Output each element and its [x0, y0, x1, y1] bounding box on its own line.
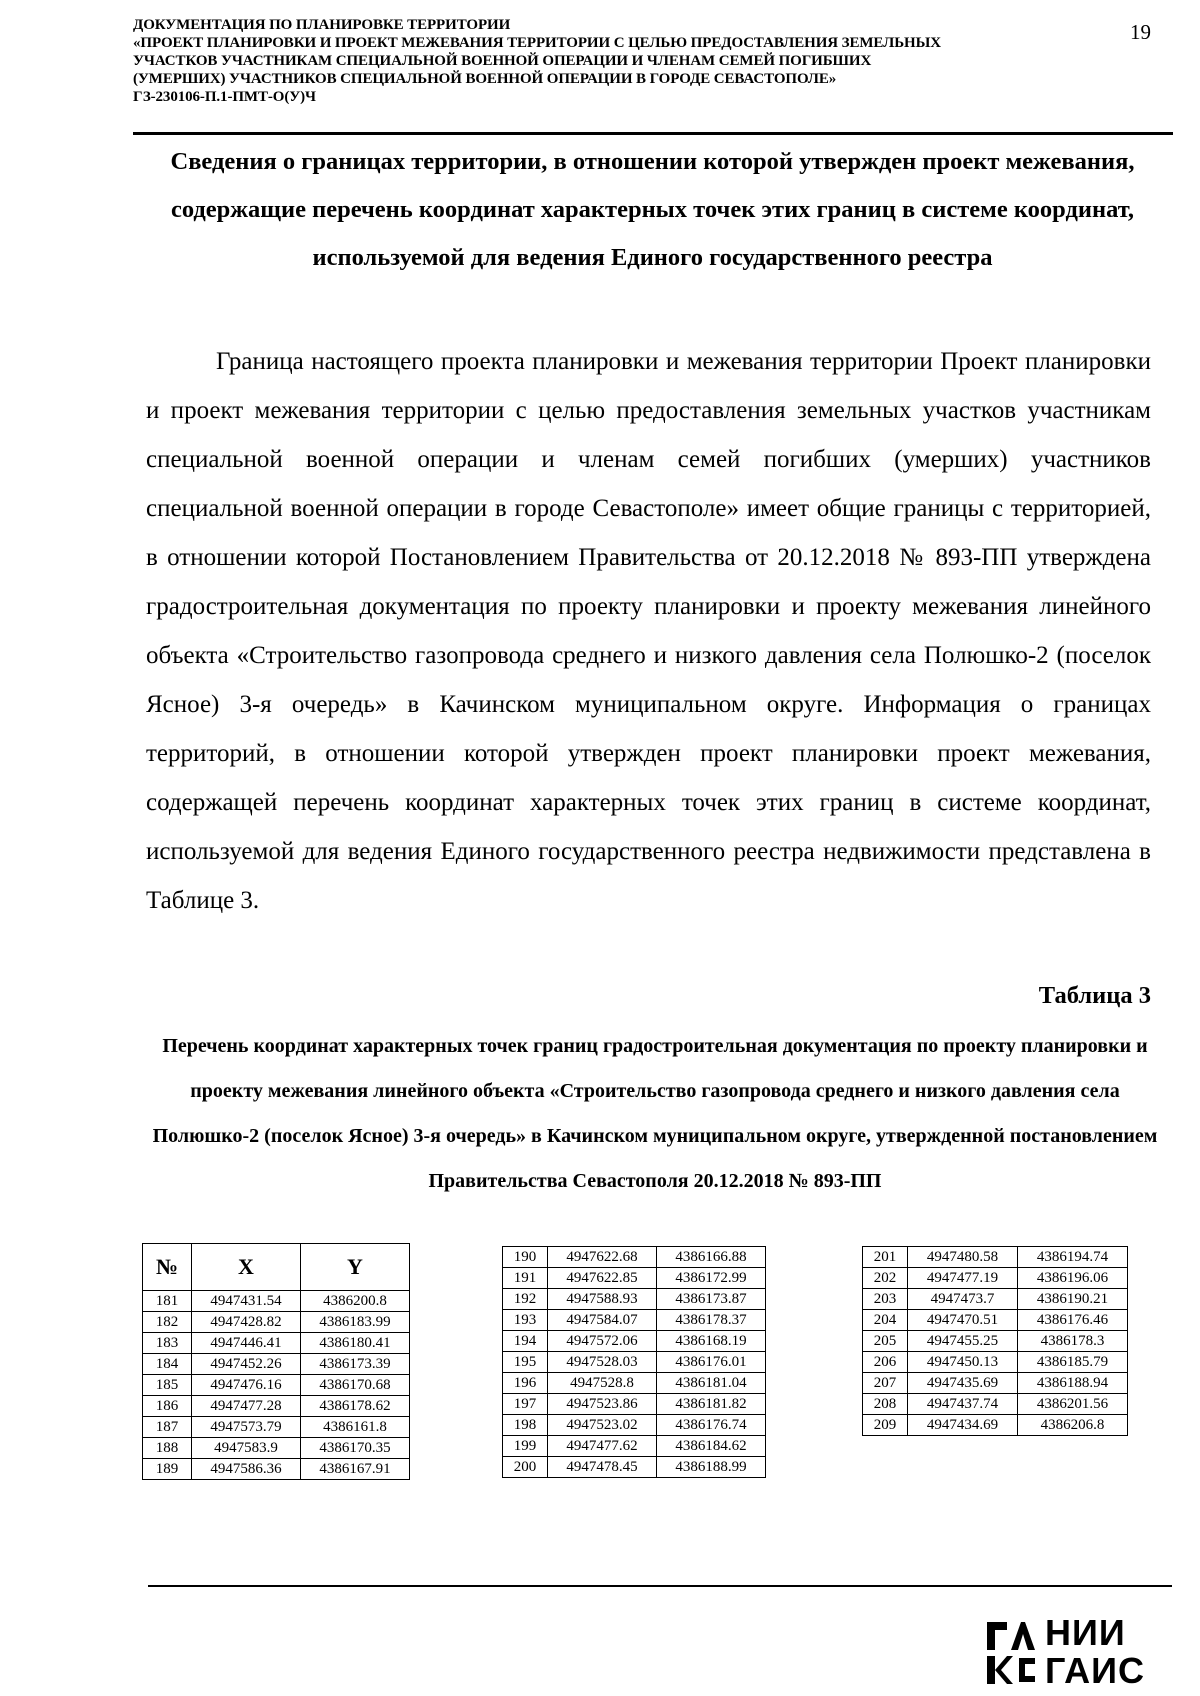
- cell-x: 4947572.06: [548, 1331, 657, 1352]
- table-row: [143, 1396, 410, 1417]
- page-number: 19: [1130, 20, 1151, 44]
- cell-x: 4947528.03: [548, 1352, 657, 1373]
- table-row: [503, 1352, 766, 1373]
- cell-point-number: 209: [863, 1415, 908, 1436]
- cell-y: 4386173.87: [657, 1289, 766, 1310]
- nii-gais-logo: [985, 1614, 1170, 1692]
- header-line: УЧАСТКОВ УЧАСТНИКАМ СПЕЦИАЛЬНОЙ ВОЕННОЙ ОПЕРАЦИИ И ЧЛЕНАМ СЕМЕЙ ПОГИБШИХ: [133, 53, 872, 69]
- table-row: [503, 1268, 766, 1289]
- header-code: ГЗ-230106-П.1-ПМТ-О(У)Ч: [133, 89, 316, 105]
- cell-x: 4947435.69: [908, 1373, 1018, 1394]
- cell-y: 4386173.39: [301, 1354, 410, 1375]
- cell-y: 4386181.82: [657, 1394, 766, 1415]
- logo-mark-icon: [985, 1620, 1037, 1686]
- section-title: Сведения о границах территории, в отношении которой утвержден проект межевания, содержащие перечень координат характерных точек этих границ в системе координат, используемой для ведения Единого государственного реестра: [170, 148, 1135, 271]
- cell-y: 4386180.41: [301, 1333, 410, 1354]
- cell-x: 4947478.45: [548, 1457, 657, 1478]
- coordinates-table-3: [862, 1246, 1128, 1436]
- cell-x: 4947452.26: [192, 1354, 301, 1375]
- cell-y: 4386172.99: [657, 1268, 766, 1289]
- cell-x: 4947450.13: [908, 1352, 1018, 1373]
- cell-y: 4386188.99: [657, 1457, 766, 1478]
- cell-x: 4947528.8: [548, 1373, 657, 1394]
- cell-y: 4386170.68: [301, 1375, 410, 1396]
- table-label: Таблица 3: [1038, 982, 1151, 1009]
- document-header: [133, 16, 1093, 106]
- table-row: [143, 1354, 410, 1375]
- cell-x: 4947477.19: [908, 1268, 1018, 1289]
- table-row: [143, 1459, 410, 1480]
- table-row: [503, 1373, 766, 1394]
- cell-x: 4947573.79: [192, 1417, 301, 1438]
- cell-point-number: 195: [503, 1352, 548, 1373]
- table-row: [863, 1289, 1128, 1310]
- cell-y: 4386181.04: [657, 1373, 766, 1394]
- table-row: [143, 1291, 410, 1312]
- cell-y: 4386161.8: [301, 1417, 410, 1438]
- cell-point-number: 206: [863, 1352, 908, 1373]
- cell-y: 4386178.62: [301, 1396, 410, 1417]
- cell-x: 4947428.82: [192, 1312, 301, 1333]
- cell-y: 4386185.79: [1018, 1352, 1128, 1373]
- cell-x: 4947446.41: [192, 1333, 301, 1354]
- cell-y: 4386168.19: [657, 1331, 766, 1352]
- cell-x: 4947455.25: [908, 1331, 1018, 1352]
- cell-point-number: 196: [503, 1373, 548, 1394]
- cell-point-number: 181: [143, 1291, 192, 1312]
- column-header-x: X: [192, 1244, 301, 1291]
- cell-point-number: 188: [143, 1438, 192, 1459]
- cell-y: 4386178.37: [657, 1310, 766, 1331]
- table-row: [503, 1415, 766, 1436]
- cell-point-number: 182: [143, 1312, 192, 1333]
- cell-x: 4947470.51: [908, 1310, 1018, 1331]
- cell-x: 4947523.02: [548, 1415, 657, 1436]
- column-header-y: Y: [301, 1244, 410, 1291]
- table-row: [503, 1457, 766, 1478]
- cell-y: 4386176.74: [657, 1415, 766, 1436]
- cell-x: 4947523.86: [548, 1394, 657, 1415]
- table-caption: Перечень координат характерных точек границ градостроительная документация по проекту планировки и проекту межевания линейного объекта «Строительство газопровода среднего и низкого давления села Полюшко-2 (поселок Ясное) 3-я очередь» в Качинском муниципальном округе, утвержденной постановлением Правительства Севастополя 20.12.2018 № 893-ПП: [152, 1035, 1158, 1192]
- body-paragraph-text: Граница настоящего проекта планировки и межевания территории Проект планировки и проект межевания территории с целью предоставления земельных участков участникам специальной военной операции и членам семей погибших (умерших) участников специальной военной операции в городе Севастополе» имеет общие границы с территорией, в отношении которой Постановлением Правительства от 20.12.2018 № 893-ПП утверждена градостроительная документация по проекту планировки и проекту межевания линейного объекта «Строительство газопровода среднего и низкого давления села Полюшко-2 (поселок Ясное) 3-я очередь» в Качинском муниципальном округе. Информация о границах территорий, в отношении которой утвержден проект планировки проект межевания, содержащей перечень координат характерных точек этих границ в системе координат, используемой для ведения Единого государственного реестра недвижимости представлена в Таблице 3.: [146, 348, 1151, 914]
- coordinates-table-2: [502, 1246, 766, 1478]
- cell-point-number: 208: [863, 1394, 908, 1415]
- cell-y: 4386196.06: [1018, 1268, 1128, 1289]
- table-row: [863, 1247, 1128, 1268]
- cell-y: 4386170.35: [301, 1438, 410, 1459]
- table-row: [863, 1373, 1128, 1394]
- logo-text-line: НИИ: [1045, 1612, 1126, 1653]
- cell-y: 4386201.56: [1018, 1394, 1128, 1415]
- cell-point-number: 203: [863, 1289, 908, 1310]
- table-row: [503, 1436, 766, 1457]
- cell-x: 4947622.85: [548, 1268, 657, 1289]
- table-row: [503, 1331, 766, 1352]
- cell-y: 4386178.3: [1018, 1331, 1128, 1352]
- cell-x: 4947431.54: [192, 1291, 301, 1312]
- cell-y: 4386200.8: [301, 1291, 410, 1312]
- cell-point-number: 200: [503, 1457, 548, 1478]
- cell-y: 4386206.8: [1018, 1415, 1128, 1436]
- table-header-row: [143, 1244, 410, 1291]
- cell-point-number: 202: [863, 1268, 908, 1289]
- cell-point-number: 183: [143, 1333, 192, 1354]
- cell-x: 4947586.36: [192, 1459, 301, 1480]
- table-row: [863, 1331, 1128, 1352]
- table-row: [143, 1333, 410, 1354]
- header-divider: [133, 132, 1173, 135]
- table-row: [503, 1289, 766, 1310]
- cell-x: 4947477.28: [192, 1396, 301, 1417]
- cell-point-number: 194: [503, 1331, 548, 1352]
- header-line: ДОКУМЕНТАЦИЯ ПО ПЛАНИРОВКЕ ТЕРРИТОРИИ: [133, 17, 511, 33]
- table-row: [863, 1394, 1128, 1415]
- cell-x: 4947588.93: [548, 1289, 657, 1310]
- cell-point-number: 186: [143, 1396, 192, 1417]
- table-row: [863, 1310, 1128, 1331]
- cell-point-number: 193: [503, 1310, 548, 1331]
- cell-y: 4386183.99: [301, 1312, 410, 1333]
- cell-y: 4386166.88: [657, 1247, 766, 1268]
- cell-x: 4947480.58: [908, 1247, 1018, 1268]
- cell-x: 4947434.69: [908, 1415, 1018, 1436]
- cell-point-number: 199: [503, 1436, 548, 1457]
- cell-x: 4947583.9: [192, 1438, 301, 1459]
- cell-x: 4947473.7: [908, 1289, 1018, 1310]
- footer-divider: [148, 1585, 1172, 1587]
- cell-point-number: 192: [503, 1289, 548, 1310]
- coordinates-table-1: [142, 1243, 410, 1480]
- cell-point-number: 185: [143, 1375, 192, 1396]
- cell-point-number: 184: [143, 1354, 192, 1375]
- table-row: [503, 1310, 766, 1331]
- body-paragraph: [146, 337, 1151, 925]
- cell-point-number: 191: [503, 1268, 548, 1289]
- cell-point-number: 187: [143, 1417, 192, 1438]
- cell-y: 4386188.94: [1018, 1373, 1128, 1394]
- cell-point-number: 197: [503, 1394, 548, 1415]
- cell-point-number: 204: [863, 1310, 908, 1331]
- cell-x: 4947477.62: [548, 1436, 657, 1457]
- header-line: «ПРОЕКТ ПЛАНИРОВКИ И ПРОЕКТ МЕЖЕВАНИЯ ТЕРРИТОРИИ С ЦЕЛЬЮ ПРЕДОСТАВЛЕНИЯ ЗЕМЕЛЬНЫХ: [133, 35, 941, 51]
- logo-text-line: ГАИС: [1045, 1650, 1146, 1691]
- cell-point-number: 198: [503, 1415, 548, 1436]
- cell-point-number: 207: [863, 1373, 908, 1394]
- cell-y: 4386167.91: [301, 1459, 410, 1480]
- cell-y: 4386176.46: [1018, 1310, 1128, 1331]
- header-line: (УМЕРШИХ) УЧАСТНИКОВ СПЕЦИАЛЬНОЙ ВОЕННОЙ ОПЕРАЦИИ В ГОРОДЕ СЕВАСТОПОЛЕ»: [133, 71, 837, 87]
- cell-x: 4947437.74: [908, 1394, 1018, 1415]
- table-row: [503, 1394, 766, 1415]
- table-row: [863, 1415, 1128, 1436]
- table-row: [863, 1268, 1128, 1289]
- cell-point-number: 201: [863, 1247, 908, 1268]
- cell-x: 4947476.16: [192, 1375, 301, 1396]
- cell-y: 4386190.21: [1018, 1289, 1128, 1310]
- cell-x: 4947584.07: [548, 1310, 657, 1331]
- table-row: [143, 1375, 410, 1396]
- cell-y: 4386194.74: [1018, 1247, 1128, 1268]
- cell-point-number: 190: [503, 1247, 548, 1268]
- table-row: [863, 1352, 1128, 1373]
- cell-y: 4386184.62: [657, 1436, 766, 1457]
- table-row: [143, 1417, 410, 1438]
- cell-point-number: 189: [143, 1459, 192, 1480]
- table-row: [503, 1247, 766, 1268]
- table-row: [143, 1312, 410, 1333]
- cell-y: 4386176.01: [657, 1352, 766, 1373]
- table-row: [143, 1438, 410, 1459]
- column-header-number: №: [143, 1244, 192, 1291]
- cell-point-number: 205: [863, 1331, 908, 1352]
- logo-text: [1045, 1614, 1145, 1690]
- cell-x: 4947622.68: [548, 1247, 657, 1268]
